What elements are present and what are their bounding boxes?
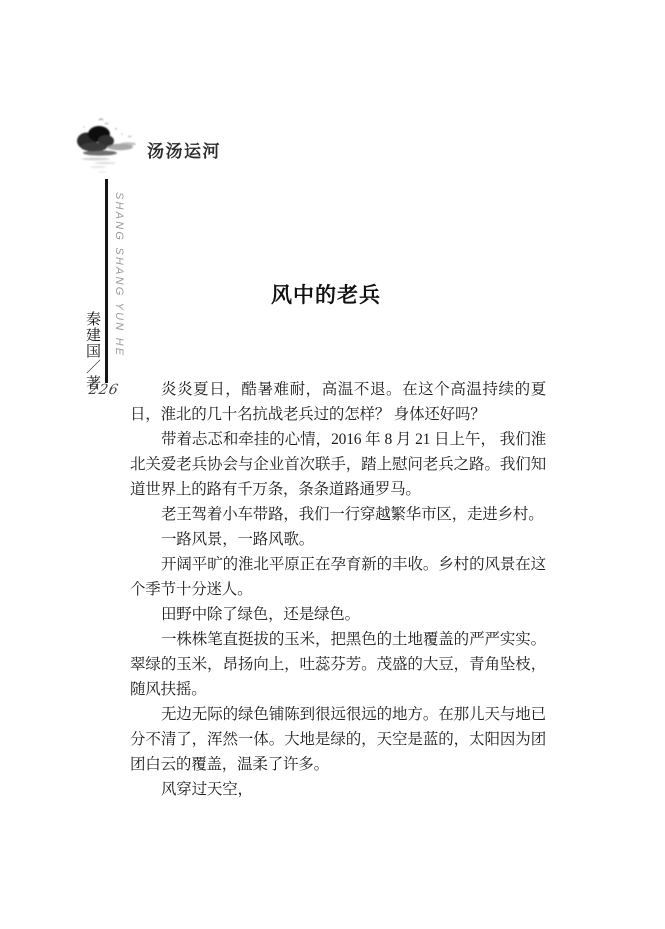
body-paragraph: 田野中除了绿色，还是绿色。 [161,606,360,623]
body-paragraph: 一株株笔直挺拔的玉米，把黑色的土地覆盖的严严实实。翠绿的玉米，昂扬向上，吐蕊芬芳。茂盛的大豆，青角坠枝，随风扶摇。 [130,631,546,698]
body-paragraph: 开阔平旷的淮北平原正在孕育新的丰收。乡村的风景在这个季节十分迷人。 [130,556,546,598]
author-credit: 秦建国／著 [84,311,100,391]
series-title: 汤汤运河 [147,142,221,161]
page-number: 226 [87,382,121,398]
body-paragraph: 炎炎夏日，酷暑难耐，高温不退。在这个高温持续的夏日，淮北的几十名抗战老兵过的怎样？ 身体还好吗？ [130,381,546,423]
spine-rule-divider [105,179,108,383]
body-paragraph: 老王驾着小车带路，我们一行穿越繁华市区，走进乡村。 [161,506,544,523]
body-paragraph: 一路风景，一路风歌。 [161,531,315,548]
chapter-title: 风中的老兵 [271,283,381,308]
body-paragraph: 风穿过天空， [161,781,253,798]
article-body [130,377,546,802]
body-paragraph: 带着忐忑和牵挂的心情，2016 年 8 月 21 日上午， 我们淮北关爱老兵协会与企业首次联手，踏上慰问老兵之路。我们知道世界上的路有千万条，条条道路通罗马。 [130,431,546,498]
body-paragraph: 无边无际的绿色铺陈到很远很远的地方。在那儿天与地已分不清了，浑然一体。大地是绿的，天空是蓝的，太阳因为团团白云的覆盖，温柔了许多。 [130,706,546,773]
ink-landscape-logo-icon [72,113,142,177]
series-title-pinyin: SHANG SHANG YUN HE [113,192,125,358]
